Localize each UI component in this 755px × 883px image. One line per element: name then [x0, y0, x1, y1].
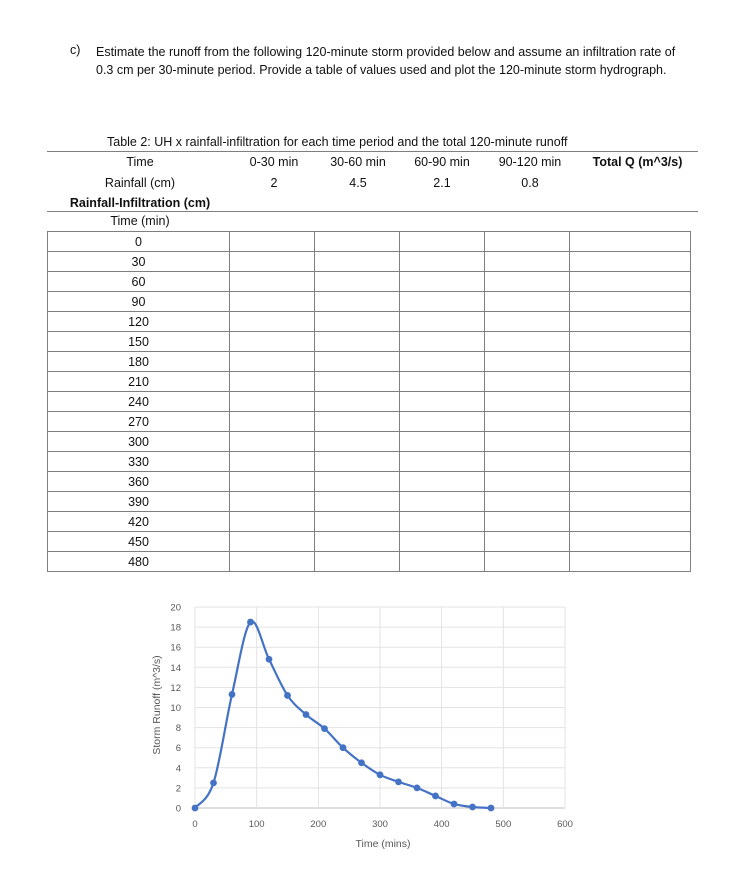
- period-cell: [485, 512, 570, 532]
- data-point: [488, 805, 495, 812]
- total-q-cell: [570, 472, 691, 492]
- data-point: [284, 692, 291, 699]
- table-mid-rule: [47, 211, 698, 212]
- table-row: [48, 552, 691, 572]
- period-cell: [400, 432, 485, 452]
- period-cell: [315, 272, 400, 292]
- period-cell: [315, 392, 400, 412]
- time-header: Time: [126, 155, 154, 169]
- table-row: [48, 492, 691, 512]
- period-cell: [315, 232, 400, 252]
- x-tick-label: 300: [372, 819, 388, 830]
- rainfall-label: Rainfall (cm): [104, 176, 176, 190]
- period-cell: [400, 232, 485, 252]
- table-row: [48, 252, 691, 272]
- question-text: Estimate the runoff from the following 120-minute storm provided below and assume an infiltration rate of 0.3 cm per 30-minute period. Provide a table of values used and plot the 120-minute storm hydrograph.: [96, 45, 676, 77]
- period-cell: [230, 372, 315, 392]
- period-cell: [400, 392, 485, 412]
- period-cell: [485, 252, 570, 272]
- table-row: [48, 232, 691, 252]
- time-min-label: Time (min): [110, 214, 170, 228]
- total-q-cell: [570, 392, 691, 412]
- table-row: [48, 472, 691, 492]
- period-cell: [230, 232, 315, 252]
- time-cell: 420: [48, 512, 230, 532]
- x-tick-label: 200: [310, 819, 327, 830]
- period-cell: [230, 312, 315, 332]
- period-cell: [230, 332, 315, 352]
- period-cell: [315, 352, 400, 372]
- y-tick-label: 4: [175, 763, 181, 775]
- time-cell: 330: [48, 452, 230, 472]
- data-point: [414, 785, 421, 792]
- period-cell: [230, 412, 315, 432]
- total-q-cell: [570, 532, 691, 552]
- question-label: c): [70, 43, 81, 57]
- period-header-2: 30-60 min: [330, 155, 386, 169]
- period-cell: [315, 492, 400, 512]
- period-cell: [230, 392, 315, 412]
- rainfall-value-1: 2: [270, 176, 278, 190]
- period-cell: [400, 492, 485, 512]
- data-point: [192, 805, 199, 812]
- period-cell: [485, 492, 570, 512]
- total-q-cell: [570, 552, 691, 572]
- x-tick-label: 600: [557, 819, 573, 830]
- time-cell: 240: [48, 392, 230, 412]
- period-cell: [230, 532, 315, 552]
- table-row: [48, 312, 691, 332]
- total-q-cell: [570, 432, 691, 452]
- period-cell: [400, 452, 485, 472]
- period-cell: [315, 332, 400, 352]
- y-tick-label: 18: [170, 622, 181, 634]
- period-header-1: 0-30 min: [249, 155, 299, 169]
- period-cell: [400, 512, 485, 532]
- runoff-table: [47, 231, 691, 572]
- period-cell: [230, 452, 315, 472]
- y-tick-label: 8: [175, 723, 181, 735]
- time-cell: 90: [48, 292, 230, 312]
- y-tick-label: 2: [175, 783, 181, 795]
- period-cell: [485, 352, 570, 372]
- period-cell: [485, 312, 570, 332]
- time-cell: 210: [48, 372, 230, 392]
- time-cell: 180: [48, 352, 230, 372]
- table-row: [48, 532, 691, 552]
- total-q-cell: [570, 492, 691, 512]
- period-cell: [315, 532, 400, 552]
- rainfall-infiltration-label: Rainfall-Infiltration (cm): [69, 196, 211, 210]
- period-cell: [400, 532, 485, 552]
- period-cell: [400, 412, 485, 432]
- period-cell: [400, 372, 485, 392]
- period-cell: [485, 232, 570, 252]
- storm-hydrograph-chart: [140, 590, 590, 860]
- table-top-rule: [47, 151, 698, 152]
- time-cell: 120: [48, 312, 230, 332]
- total-q-cell: [570, 412, 691, 432]
- period-cell: [485, 472, 570, 492]
- y-tick-label: 10: [170, 703, 181, 714]
- period-cell: [485, 392, 570, 412]
- table-row: [48, 432, 691, 452]
- total-q-cell: [570, 312, 691, 332]
- period-cell: [485, 532, 570, 552]
- y-tick-label: 16: [170, 642, 181, 654]
- period-cell: [230, 252, 315, 272]
- time-cell: 480: [48, 552, 230, 572]
- period-cell: [315, 432, 400, 452]
- period-cell: [230, 352, 315, 372]
- x-tick-label: 400: [433, 819, 450, 830]
- period-cell: [485, 272, 570, 292]
- period-cell: [400, 312, 485, 332]
- rainfall-value-4: 0.8: [521, 176, 539, 190]
- table-row: [48, 452, 691, 472]
- table-caption: Table 2: UH x rainfall-infiltration for each time period and the total 120-minute runoff: [107, 135, 568, 149]
- time-cell: 390: [48, 492, 230, 512]
- period-cell: [315, 472, 400, 492]
- total-q-cell: [570, 252, 691, 272]
- period-cell: [485, 452, 570, 472]
- period-cell: [230, 472, 315, 492]
- data-point: [266, 656, 273, 663]
- time-cell: 450: [48, 532, 230, 552]
- table-row: [48, 512, 691, 532]
- period-cell: [400, 552, 485, 572]
- time-cell: 60: [48, 272, 230, 292]
- data-point: [395, 778, 402, 785]
- data-point: [210, 779, 217, 786]
- data-point: [340, 744, 347, 751]
- period-cell: [315, 372, 400, 392]
- period-cell: [315, 452, 400, 472]
- total-q-header: Total Q (m^3/s): [592, 155, 683, 169]
- total-q-cell: [570, 272, 691, 292]
- period-cell: [485, 292, 570, 312]
- period-cell: [400, 292, 485, 312]
- period-cell: [315, 512, 400, 532]
- period-cell: [485, 372, 570, 392]
- period-cell: [485, 332, 570, 352]
- data-point: [321, 725, 328, 732]
- x-tick-label: 100: [248, 819, 265, 830]
- data-point: [432, 793, 439, 800]
- period-cell: [485, 432, 570, 452]
- y-tick-labels: [170, 603, 181, 815]
- y-tick-label: 0: [175, 803, 181, 815]
- rainfall-value-2: 4.5: [349, 176, 367, 190]
- period-cell: [400, 272, 485, 292]
- y-tick-label: 12: [170, 682, 181, 694]
- period-cell: [230, 292, 315, 312]
- period-cell: [315, 312, 400, 332]
- x-tick-labels: [192, 819, 573, 830]
- hydrograph-line: [195, 621, 491, 808]
- period-cell: [230, 432, 315, 452]
- data-point: [377, 771, 384, 778]
- period-cell: [230, 272, 315, 292]
- y-tick-label: 6: [175, 743, 181, 755]
- y-axis-label: Storm Runoff (m^3/s): [151, 655, 163, 755]
- time-cell: 300: [48, 432, 230, 452]
- table-row: [48, 292, 691, 312]
- period-cell: [315, 412, 400, 432]
- period-header-4: 90-120 min: [498, 155, 562, 169]
- data-point: [469, 804, 476, 811]
- period-cell: [315, 252, 400, 272]
- time-cell: 150: [48, 332, 230, 352]
- data-point: [358, 759, 365, 766]
- time-cell: 30: [48, 252, 230, 272]
- table-row: [48, 352, 691, 372]
- period-cell: [400, 352, 485, 372]
- period-cell: [230, 552, 315, 572]
- period-cell: [230, 512, 315, 532]
- y-tick-label: 14: [170, 662, 181, 674]
- table-row: [48, 372, 691, 392]
- table-row: [48, 392, 691, 412]
- total-q-cell: [570, 292, 691, 312]
- period-cell: [400, 332, 485, 352]
- total-q-cell: [570, 372, 691, 392]
- period-cell: [485, 412, 570, 432]
- rainfall-value-3: 2.1: [433, 176, 451, 190]
- y-tick-label: 20: [170, 602, 181, 614]
- data-point: [247, 619, 254, 626]
- period-cell: [400, 252, 485, 272]
- period-cell: [315, 552, 400, 572]
- period-cell: [485, 552, 570, 572]
- time-cell: 0: [48, 232, 230, 252]
- x-axis-label: Time (mins): [355, 838, 411, 850]
- table-row: [48, 412, 691, 432]
- period-cell: [230, 492, 315, 512]
- total-q-cell: [570, 452, 691, 472]
- data-point: [451, 801, 458, 808]
- data-point: [229, 691, 236, 698]
- total-q-cell: [570, 232, 691, 252]
- data-point: [303, 711, 310, 718]
- time-cell: 360: [48, 472, 230, 492]
- total-q-cell: [570, 512, 691, 532]
- table-row: [48, 332, 691, 352]
- period-header-3: 60-90 min: [414, 155, 470, 169]
- period-cell: [400, 472, 485, 492]
- time-cell: 270: [48, 412, 230, 432]
- table-row: [48, 272, 691, 292]
- period-cell: [315, 292, 400, 312]
- total-q-cell: [570, 352, 691, 372]
- x-tick-label: 500: [495, 819, 512, 830]
- total-q-cell: [570, 332, 691, 352]
- x-tick-label: 0: [192, 819, 198, 830]
